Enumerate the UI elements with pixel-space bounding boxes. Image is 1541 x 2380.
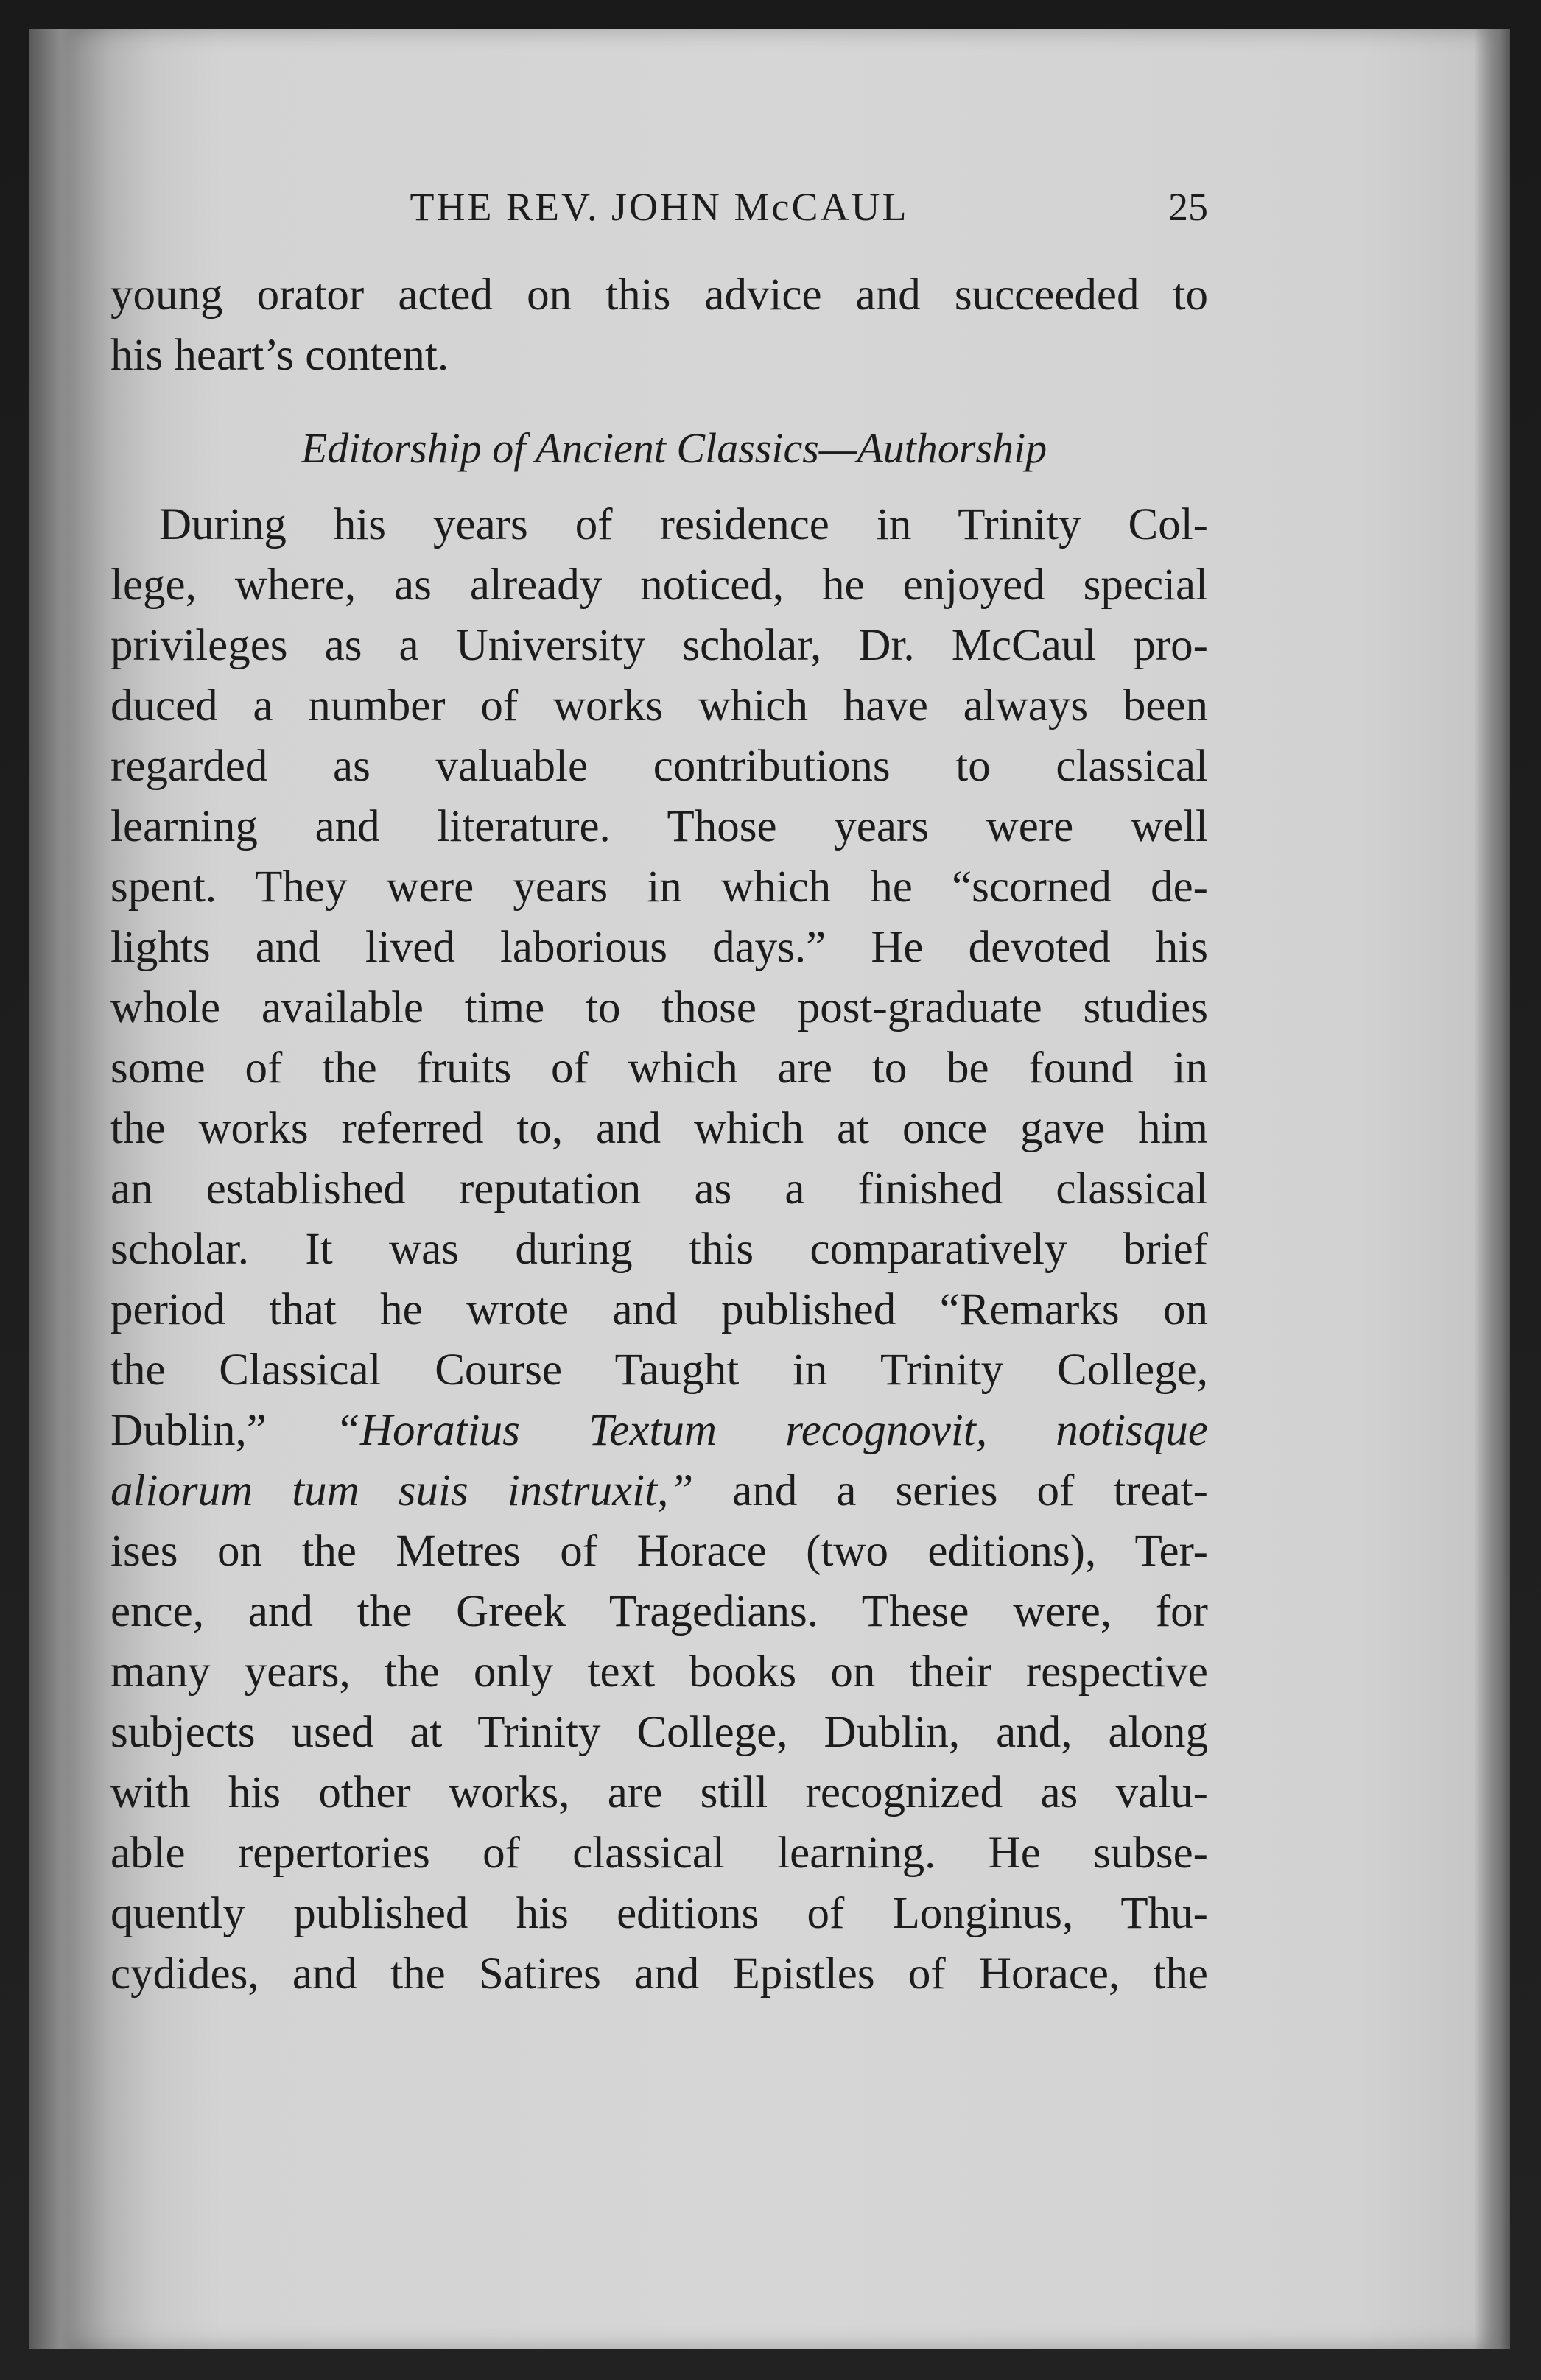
text-line: spent. They were years in which he “scorned de- bbox=[110, 862, 1208, 912]
page-text bbox=[110, 184, 1208, 2004]
text-line: privileges as a University scholar, Dr. McCaul pro- bbox=[110, 621, 1208, 670]
text-line: ence, and the Greek Tragedians. These were, for bbox=[110, 1587, 1208, 1636]
text-line: the Classical Course Taught in Trinity College, bbox=[110, 1345, 1208, 1395]
text-line-mixed bbox=[110, 1461, 1208, 1521]
page-number: 25 bbox=[1168, 185, 1208, 229]
text-line: subjects used at Trinity College, Dublin, and, along bbox=[110, 1708, 1208, 1757]
text-line: During his years of residence in Trinity Col- bbox=[159, 500, 1208, 549]
text-line: able repertories of classical learning. He subse- bbox=[110, 1828, 1208, 1878]
text-line: many years, the only text books on their respective bbox=[110, 1647, 1208, 1697]
text-span-roman: Dublin,” bbox=[110, 1406, 335, 1455]
text-line: some of the fruits of which are to be found in bbox=[110, 1043, 1208, 1093]
text-line: whole available time to those post-graduate studies bbox=[110, 983, 1208, 1032]
text-line: ises on the Metres of Horace (two editions), Ter- bbox=[110, 1527, 1208, 1576]
running-head bbox=[110, 184, 1208, 265]
text-line: his heart’s content. bbox=[110, 331, 449, 380]
section-heading: Editorship of Ancient Classics—Authorship bbox=[301, 424, 1047, 472]
main-paragraph bbox=[110, 495, 1208, 2004]
text-line: period that he wrote and published “Remarks on bbox=[110, 1285, 1208, 1334]
text-line: regarded as valuable contributions to classical bbox=[110, 742, 1208, 791]
running-title: THE REV. JOHN McCAUL bbox=[410, 185, 909, 229]
page-edge-shadow bbox=[1475, 29, 1510, 2349]
page-spine-shadow bbox=[29, 29, 81, 2349]
text-line: an established reputation as a finished classical bbox=[110, 1164, 1208, 1214]
text-line: with his other works, are still recognized as valu- bbox=[110, 1768, 1208, 1817]
opening-paragraph bbox=[110, 265, 1208, 386]
text-line: cydides, and the Satires and Epistles of Horace, the bbox=[110, 1949, 1208, 1999]
text-line: lege, where, as already noticed, he enjoyed special bbox=[110, 560, 1208, 610]
latin-title-italic: “Horatius Textum recognovit, notisque bbox=[334, 1406, 1208, 1455]
text-span-roman: and a series of treat- bbox=[693, 1466, 1208, 1515]
text-line: duced a number of works which have always been bbox=[110, 681, 1208, 730]
text-line: lights and lived laborious days.” He devoted his bbox=[110, 923, 1208, 972]
text-line: scholar. It was during this comparatively brief bbox=[110, 1225, 1208, 1274]
text-line: learning and literature. Those years were well bbox=[110, 802, 1208, 851]
text-line: quently published his editions of Longinus, Thu- bbox=[110, 1889, 1208, 1938]
text-line: young orator acted on this advice and succeeded to bbox=[110, 270, 1208, 320]
text-line: the works referred to, and which at once gave him bbox=[110, 1104, 1208, 1153]
text-line-mixed bbox=[110, 1401, 1208, 1461]
latin-title-italic: aliorum tum suis instruxit,” bbox=[110, 1466, 694, 1515]
